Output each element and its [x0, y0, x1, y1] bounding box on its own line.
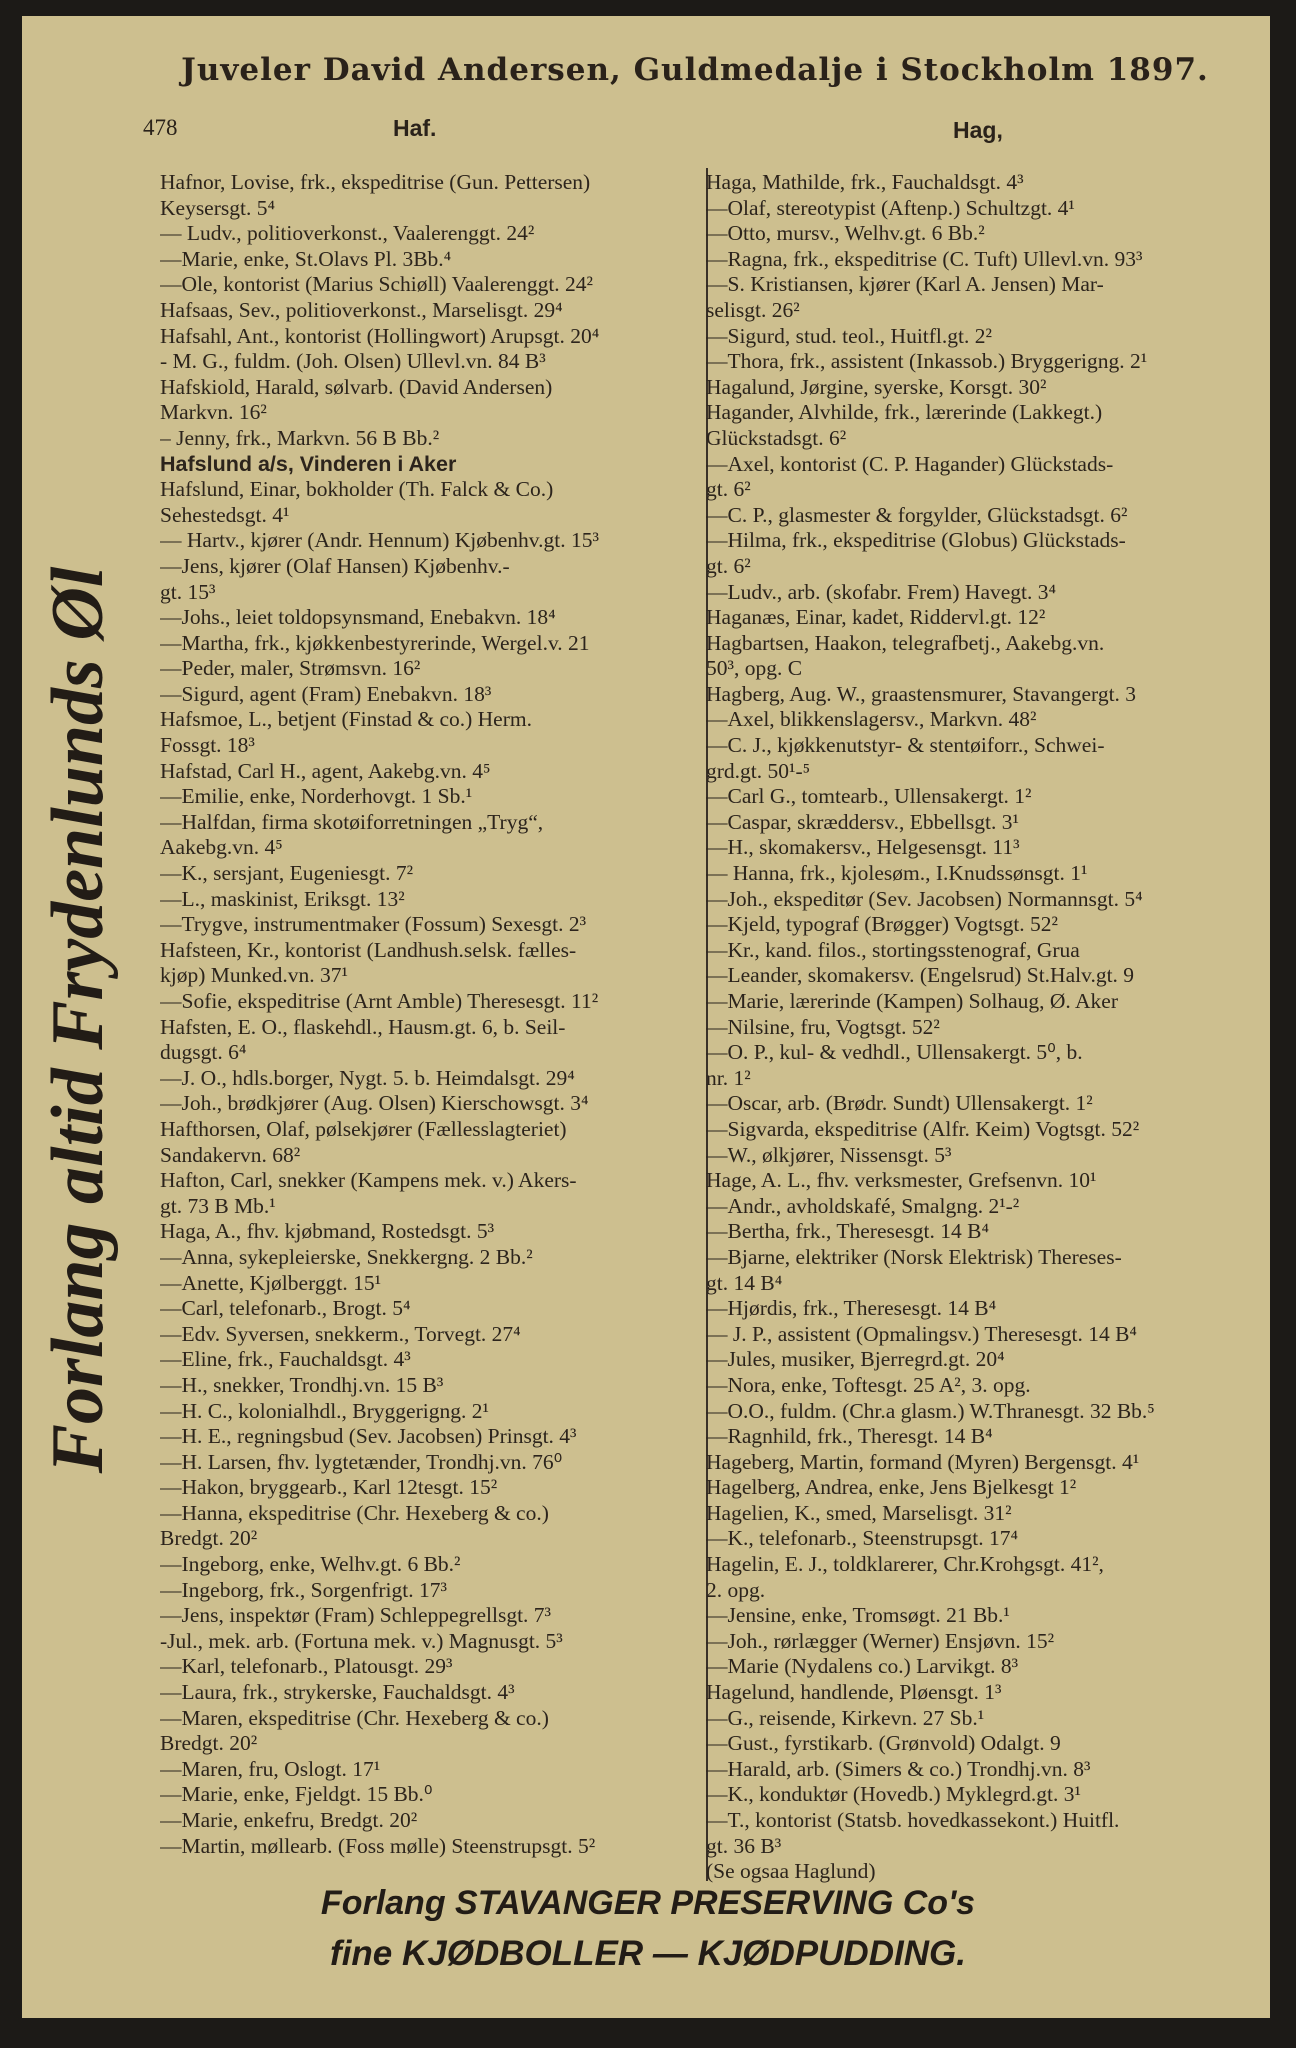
running-head-right: Hag, [953, 117, 1003, 143]
directory-entry-line: —Nilsine, fru, Vogtsgt. 52² [706, 1014, 940, 1039]
directory-entry-line: Hafslund, Einar, bokholder (Th. Falck & Co.) [160, 477, 554, 502]
directory-entry-line: —Jens, inspektør (Fram) Schleppegrellsgt. 7³ [160, 1603, 551, 1628]
directory-entry-line: —Eline, frk., Fauchaldsgt. 4³ [160, 1347, 411, 1372]
directory-entry-line: —Kjeld, typograf (Brøgger) Vogtsgt. 52² [706, 912, 1058, 937]
directory-entry-line: —S. Kristiansen, kjører (Karl A. Jensen) Mar- [706, 272, 1104, 297]
directory-entry-line: —H., snekker, Trondhj.vn. 15 B³ [160, 1372, 444, 1397]
directory-entry-line: —Thora, frk., assistent (Inkassob.) Bryggerigng. 2¹ [706, 349, 1148, 374]
directory-entry-line: selisgt. 26² [706, 297, 800, 322]
directory-entry-line: —Carl G., tomtearb., Ullensakergt. 1² [706, 784, 1032, 809]
directory-entry-line: —C. J., kjøkkenutstyr- & stentøiforr., Schwei- [706, 733, 1105, 758]
directory-entry-line: —Sigurd, stud. teol., Huitfl.gt. 2² [706, 323, 992, 348]
left-column-entries [160, 170, 705, 1859]
directory-entry-line: —K., telefonarb., Steenstrupsgt. 17⁴ [706, 1526, 1019, 1551]
directory-entry-line: Hageberg, Martin, formand (Myren) Bergensgt. 4¹ [706, 1449, 1140, 1474]
directory-entry-line: —Hilma, frk., ekspeditrise (Globus) Glückstads- [706, 528, 1126, 553]
directory-entry-line: gt. 15³ [160, 579, 216, 604]
bottom-ad-line-1: Forlang STAVANGER PRESERVING Co's [320, 1884, 976, 1922]
directory-entry-line: Hagalund, Jørgine, syerske, Korsgt. 30² [706, 374, 1047, 399]
directory-entry-line: gt. 36 B³ [706, 1833, 782, 1858]
directory-entry-line: —Nora, enke, Toftesgt. 25 A², 3. opg. [706, 1372, 1031, 1397]
directory-entry-line: —Ludv., arb. (skofabr. Frem) Havegt. 3⁴ [706, 579, 1057, 604]
directory-entry-line: —Marie, enkefru, Bredgt. 20² [160, 1808, 418, 1832]
directory-entry-line: Haga, A., fhv. kjøbmand, Rostedsgt. 5³ [160, 1219, 495, 1244]
directory-entry-line: — Hartv., kjører (Andr. Hennum) Kjøbenhv.gt. 15³ [160, 528, 599, 553]
directory-entry-line: —K., sersjant, Eugeniesgt. 7² [160, 861, 414, 886]
directory-entry-line: —O. P., kul- & vedhdl., Ullensakergt. 5⁰, b. [706, 1040, 1083, 1065]
directory-entry-line: —Halfdan, firma skotøiforretningen „Tryg“, [160, 809, 544, 834]
directory-entry-line: Hafton, Carl, snekker (Kampens mek. v.) Akers- [160, 1168, 577, 1193]
directory-entry-line: Hagander, Alvhilde, frk., lærerinde (Lakkegt.) [706, 400, 1103, 425]
directory-entry-line: —Harald, arb. (Simers & co.) Trondhj.vn. 8³ [706, 1756, 1091, 1781]
directory-entry-line: Hagelin, E. J., toldklarerer, Chr.Krohgsgt. 41², [706, 1552, 1104, 1577]
directory-entry-line: gt. 6² [706, 477, 751, 502]
directory-entry-line: Hagelien, K., smed, Marselisgt. 31² [706, 1500, 1012, 1525]
directory-entry-line: gt. 14 B⁴ [706, 1270, 783, 1295]
directory-entry-line: Hagelund, handlende, Pløensgt. 1³ [706, 1680, 1002, 1705]
directory-entry-line: —Axel, blikkenslagersv., Markvn. 48² [706, 707, 1037, 732]
directory-entry-line: —Caspar, skræddersv., Ebbellsgt. 3¹ [706, 809, 1019, 834]
directory-entry-line: —G., reisende, Kirkevn. 27 Sb.¹ [706, 1705, 985, 1730]
directory-entry-line: —Joh., ekspeditør (Sev. Jacobsen) Normannsgt. 5⁴ [706, 886, 1143, 911]
directory-entry-line: Hafsaas, Sev., politioverkonst., Marselisgt. 29⁴ [160, 297, 563, 322]
directory-entry-line: Keysersgt. 5⁴ [160, 195, 275, 220]
directory-entry-line: —T., kontorist (Statsb. hovedkassekont.) Huitfl. [706, 1808, 1120, 1832]
directory-entry-line: Hagbartsen, Haakon, telegrafbetj., Aakebg.vn. [706, 630, 1105, 655]
directory-entry-line: —Leander, skomakersv. (Engelsrud) St.Halv.gt. 9 [706, 963, 1135, 988]
directory-entry-line: —Joh., rørlægger (Werner) Ensjøvn. 15² [706, 1628, 1055, 1653]
directory-entry-line: 50³, opg. C [706, 656, 803, 681]
jeweler-banner-ad: Juveler David Andersen, Guldmedalje i Stockholm 1897. [181, 52, 1209, 88]
directory-entry-line: —Peder, maler, Strømsvn. 16² [160, 656, 421, 681]
directory-entry-line: — J. P., assistent (Opmalingsv.) Theresesgt. 14 B⁴ [706, 1321, 1137, 1346]
directory-entry-line: —Anette, Kjølberggt. 15¹ [160, 1270, 382, 1295]
directory-entry-line: kjøp) Munked.vn. 37¹ [160, 963, 348, 988]
directory-entry-line: —Bjarne, elektriker (Norsk Elektrisk) Thereses- [706, 1244, 1122, 1269]
directory-entry-line: Hafthorsen, Olaf, pølsekjører (Fællesslagteriet) [160, 1116, 567, 1141]
directory-entry-line: —Martha, frk., kjøkkenbestyrerinde, Wergel.v. 21 [160, 630, 590, 655]
directory-entry-line: - M. G., fuldm. (Joh. Olsen) Ullevl.vn. 84 B³ [160, 349, 546, 374]
vertical-side-ad: Forlang altid Frydenlunds Øl [37, 566, 119, 1474]
directory-entry-line: —Emilie, enke, Norderhovgt. 1 Sb.¹ [160, 784, 473, 809]
directory-entry-line: Hafsteen, Kr., kontorist (Landhush.selsk. fælles- [160, 937, 577, 962]
directory-entry-line: —Otto, mursv., Welhv.gt. 6 Bb.² [706, 221, 985, 246]
directory-entry-line: —K., konduktør (Hovedb.) Myklegrd.gt. 3¹ [706, 1782, 1081, 1807]
directory-entry-line: Hafsahl, Ant., kontorist (Hollingwort) Arupsgt. 20⁴ [160, 323, 600, 348]
directory-entry-line: —L., maskinist, Eriksgt. 13² [160, 886, 405, 911]
directory-entry-line: -Jul., mek. arb. (Fortuna mek. v.) Magnusgt. 5³ [160, 1628, 563, 1653]
directory-entry-line: —Marie, enke, Fjeldgt. 15 Bb.⁰ [160, 1782, 433, 1807]
directory-entry-line: —O.O., fuldm. (Chr.a glasm.) W.Thranesgt. 32 Bb.⁵ [706, 1398, 1155, 1423]
directory-entry-line: —Axel, kontorist (C. P. Hagander) Glückstads- [706, 451, 1114, 476]
directory-entry-line: —Laura, frk., strykerske, Fauchaldsgt. 4³ [160, 1680, 515, 1705]
directory-entry-line: —Maren, fru, Oslogt. 17¹ [160, 1756, 381, 1781]
directory-entry-line: 2. opg. [706, 1577, 766, 1602]
directory-entry-line: Glückstadsgt. 6² [706, 425, 847, 450]
directory-entry-line: Bredgt. 20² [160, 1526, 258, 1551]
directory-entry-line: Sandakervn. 68² [160, 1142, 301, 1167]
right-column-entries [706, 170, 1246, 1885]
directory-entry-line: —Trygve, instrumentmaker (Fossum) Sexesgt. 2³ [160, 912, 587, 937]
directory-entry-line: —Martin, møllearb. (Foss mølle) Steenstrupsgt. 5² [160, 1833, 596, 1858]
directory-entry-line: —Edv. Syversen, snekkerm., Torvegt. 27⁴ [160, 1321, 521, 1346]
directory-entry-line: Bredgt. 20² [160, 1731, 258, 1756]
directory-entry-line: Haga, Mathilde, frk., Fauchaldsgt. 4³ [706, 170, 1024, 194]
directory-entry-line: —Sigurd, agent (Fram) Enebakvn. 18³ [160, 681, 492, 706]
directory-entry-line: Fossgt. 18³ [160, 733, 255, 758]
directory-entry-line: —Jensine, enke, Tromsøgt. 21 Bb.¹ [706, 1603, 1010, 1628]
directory-entry-line: Hafsmoe, L., betjent (Finstad & co.) Herm. [160, 707, 532, 732]
directory-entry-line: Markvn. 16² [160, 400, 267, 425]
directory-entry-line: Hagelberg, Andrea, enke, Jens Bjelkesgt 1² [706, 1475, 1077, 1500]
directory-entry-line: —Jules, musiker, Bjerregrd.gt. 20⁴ [706, 1347, 1005, 1372]
directory-entry-line: Aakebg.vn. 4⁵ [160, 835, 283, 860]
directory-entry-line: —Joh., brødkjører (Aug. Olsen) Kierschowsgt. 3⁴ [160, 1091, 589, 1116]
directory-entry-line: —Oscar, arb. (Brødr. Sundt) Ullensakergt. 1² [706, 1091, 1093, 1116]
directory-entry-line: Hafstad, Carl H., agent, Aakebg.vn. 4⁵ [160, 758, 491, 783]
directory-entry-line: —C. P., glasmester & forgylder, Glückstadsgt. 6² [706, 502, 1128, 527]
directory-entry-line: (Se ogsaa Haglund) [706, 1859, 876, 1884]
running-head-left: Haf. [393, 115, 437, 141]
directory-entry-line: —J. O., hdls.borger, Nygt. 5. b. Heimdalsgt. 29⁴ [160, 1065, 575, 1090]
directory-entry-line: —Olaf, stereotypist (Aftenp.) Schultzgt. 4¹ [706, 195, 1075, 220]
bottom-ad-line-2: fine KJØDBOLLER — KJØDPUDDING. [330, 1934, 966, 1973]
directory-entry-line: Hafslund a/s, Vinderen i Aker [160, 451, 457, 476]
directory-entry-line: gt. 73 B Mb.¹ [160, 1193, 276, 1218]
directory-entry-line: Hagberg, Aug. W., graastensmurer, Stavangergt. 3 [706, 681, 1137, 706]
directory-entry-line: grd.gt. 50¹-⁵ [706, 758, 811, 783]
directory-entry-line: — Ludv., politioverkonst., Vaalerenggt. 24² [160, 221, 535, 246]
directory-entry-line: —Sigvarda, ekspeditrise (Alfr. Keim) Vogtsgt. 52² [706, 1116, 1140, 1141]
directory-entry-line: nr. 1² [706, 1065, 751, 1090]
directory-entry-line: —H. E., regningsbud (Sev. Jacobsen) Prinsgt. 4³ [160, 1424, 577, 1449]
directory-entry-line: —Jens, kjører (Olaf Hansen) Kjøbenhv.- [160, 553, 510, 578]
directory-entry-line: Hafskiold, Harald, sølvarb. (David Andersen) [160, 374, 553, 399]
directory-entry-line: —Johs., leiet toldopsynsmand, Enebakvn. 18⁴ [160, 605, 556, 630]
directory-entry-line: —Andr., avholdskafé, Smalgng. 2¹-² [706, 1193, 1020, 1218]
directory-entry-line: Haganæs, Einar, kadet, Riddervl.gt. 12² [706, 605, 1046, 630]
directory-entry-line: Hafnor, Lovise, frk., ekspeditrise (Gun. Pettersen) [160, 170, 591, 194]
directory-entry-line: —Anna, sykepleierske, Snekkergng. 2 Bb.² [160, 1244, 533, 1269]
directory-entry-line: —Hakon, bryggearb., Karl 12tesgt. 15² [160, 1475, 498, 1500]
page-number: 478 [143, 115, 178, 140]
directory-entry-line: gt. 6² [706, 553, 751, 578]
directory-entry-line: —Ole, kontorist (Marius Schiøll) Vaalerenggt. 24² [160, 272, 593, 297]
directory-entry-line: —Hjørdis, frk., Theresesgt. 14 B⁴ [706, 1296, 997, 1321]
directory-entry-line: – Jenny, frk., Markvn. 56 B Bb.² [160, 425, 440, 450]
directory-entry-line: dugsgt. 6⁴ [160, 1040, 247, 1065]
directory-entry-line: —W., ølkjører, Nissensgt. 5³ [706, 1142, 952, 1167]
directory-entry-line: —Ragnhild, frk., Theresgt. 14 B⁴ [706, 1424, 993, 1449]
directory-entry-line: — Hanna, frk., kjolesøm., I.Knudssønsgt. 1¹ [706, 861, 1088, 886]
directory-entry-line: Hafsten, E. O., flaskehdl., Hausm.gt. 6, b. Seil- [160, 1014, 566, 1039]
directory-entry-line: Hage, A. L., fhv. verksmester, Grefsenvn. 10¹ [706, 1168, 1097, 1193]
directory-entry-line: —Marie, enke, St.Olavs Pl. 3Bb.⁴ [160, 246, 452, 271]
directory-entry-line: —Gust., fyrstikarb. (Grønvold) Odalgt. 9 [706, 1731, 1061, 1756]
directory-entry-line: —H. Larsen, fhv. lygtetænder, Trondhj.vn. 76⁰ [160, 1449, 563, 1474]
directory-entry-line: —H. C., kolonialhdl., Bryggerigng. 2¹ [160, 1398, 489, 1423]
directory-entry-line: —Kr., kand. filos., stortingsstenograf, Grua [706, 937, 1080, 962]
directory-entry-line: —H., skomakersv., Helgesensgt. 11³ [706, 835, 1020, 860]
directory-entry-line: —Marie, lærerinde (Kampen) Solhaug, Ø. Aker [706, 989, 1118, 1013]
directory-entry-line: —Sofie, ekspeditrise (Arnt Amble) Theresesgt. 11² [160, 989, 599, 1013]
directory-entry-line: —Ingeborg, frk., Sorgenfrigt. 17³ [160, 1577, 447, 1602]
directory-entry-line: —Carl, telefonarb., Brogt. 5⁴ [160, 1296, 411, 1321]
directory-entry-line: —Hanna, ekspeditrise (Chr. Hexeberg & co.) [160, 1500, 549, 1525]
directory-entry-line: —Maren, ekspeditrise (Chr. Hexeberg & co.) [160, 1705, 549, 1730]
directory-entry-line: —Marie (Nydalens co.) Larvikgt. 8³ [706, 1654, 1019, 1679]
directory-entry-line: —Ingeborg, enke, Welhv.gt. 6 Bb.² [160, 1552, 461, 1577]
directory-entry-line: Sehestedsgt. 4¹ [160, 502, 290, 527]
directory-entry-line: —Bertha, frk., Theresesgt. 14 B⁴ [706, 1219, 989, 1244]
directory-entry-line: —Ragna, frk., ekspeditrise (C. Tuft) Ullevl.vn. 93³ [706, 246, 1143, 271]
directory-entry-line: —Karl, telefonarb., Platousgt. 29³ [160, 1654, 453, 1679]
